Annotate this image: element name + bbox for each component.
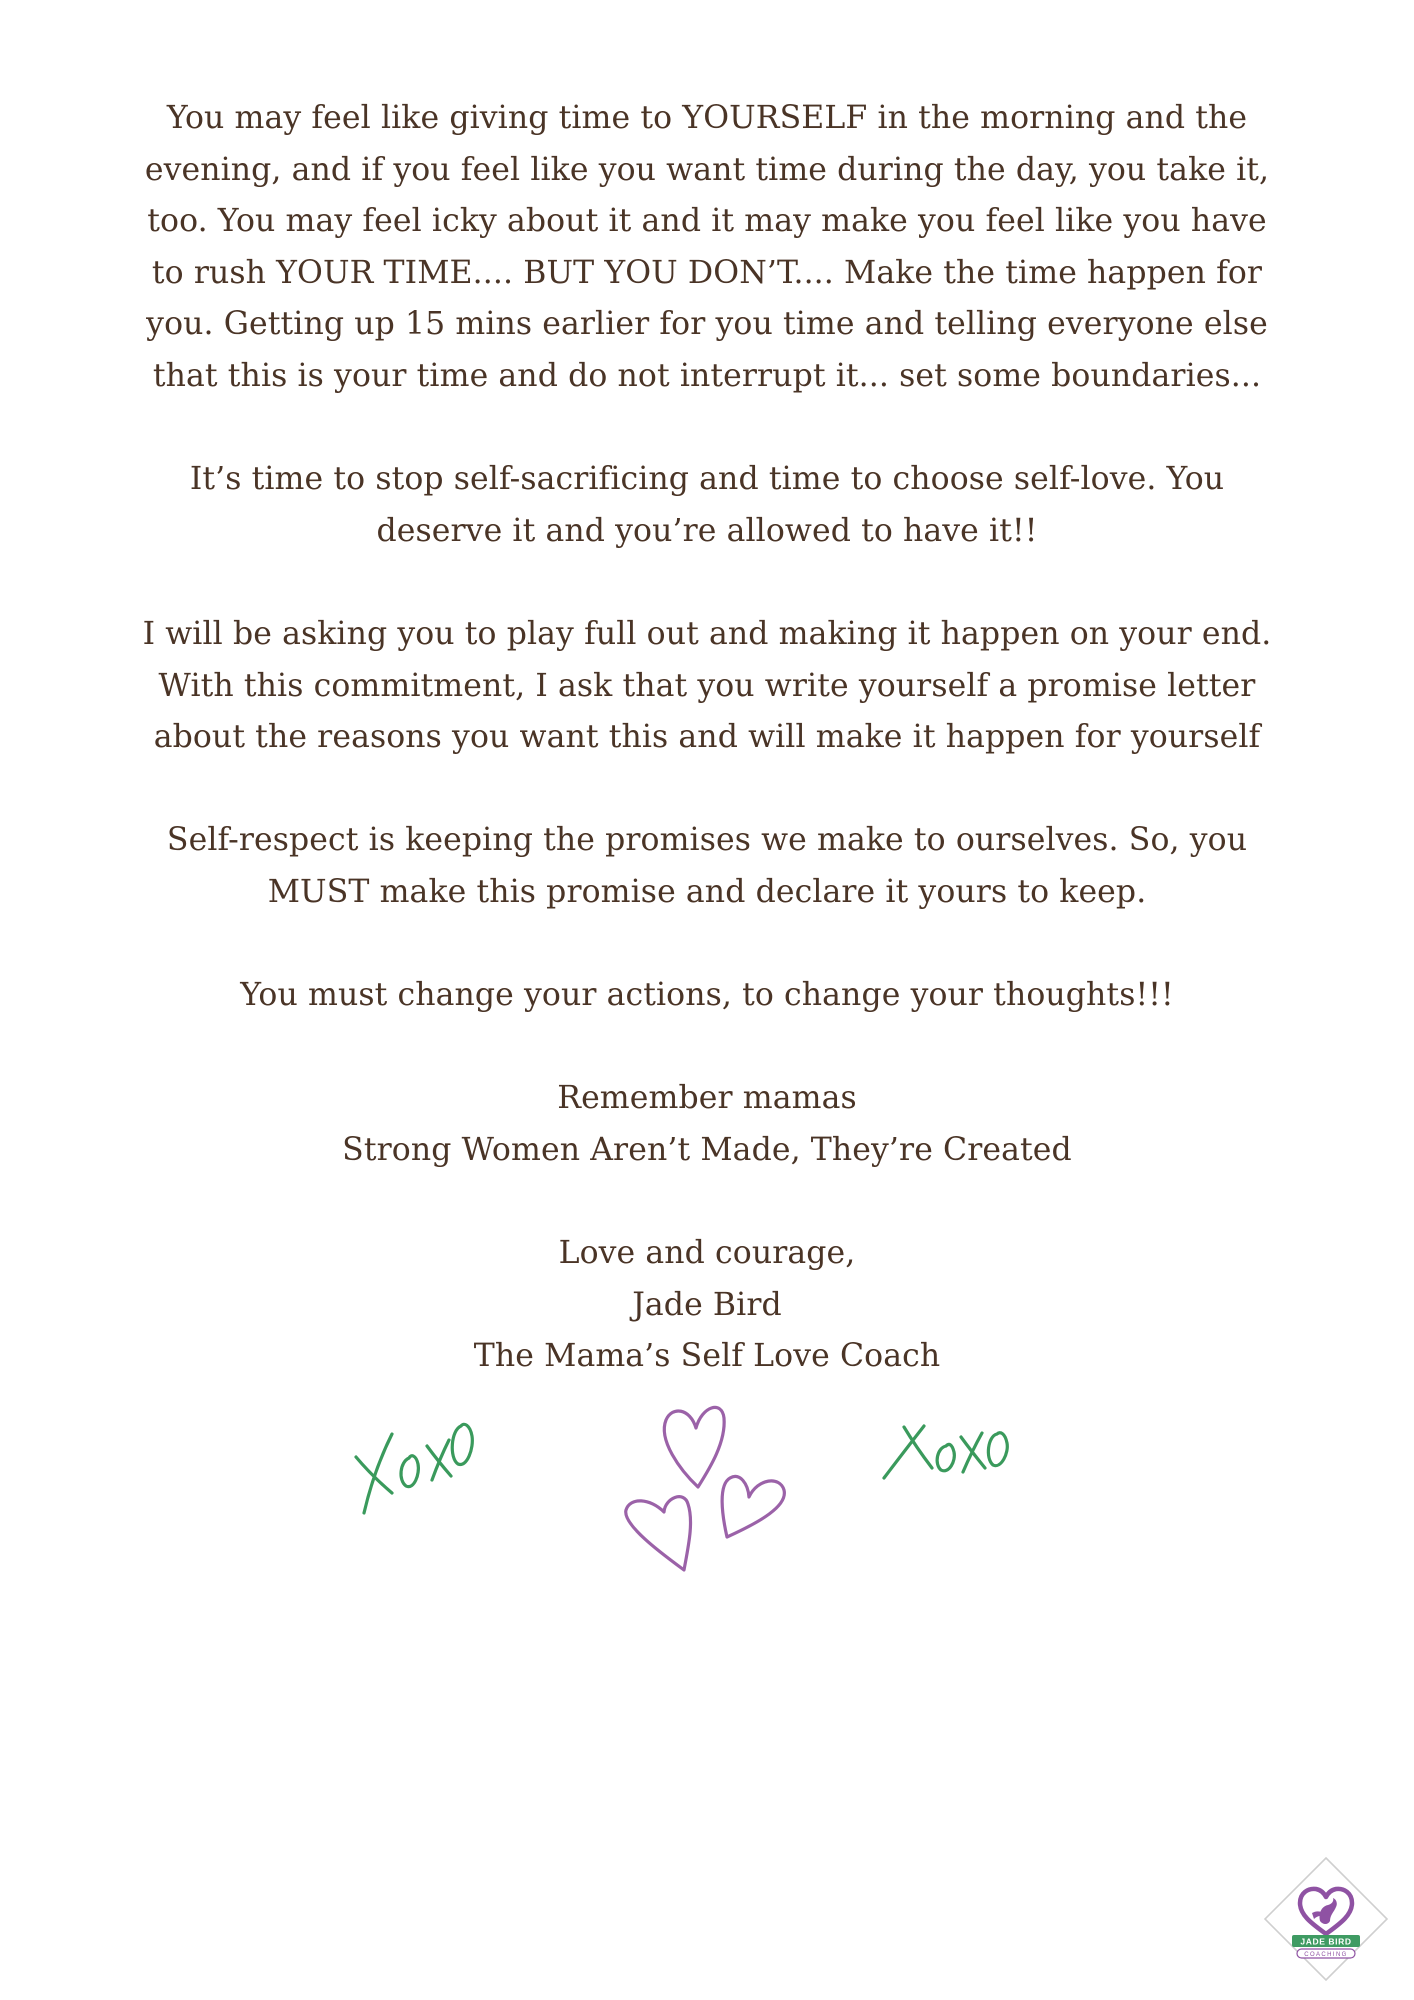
text-line: You must change your actions, to change your thoughts!!! — [240, 977, 1174, 1014]
text-line: Strong Women Aren’t Made, They’re Created — [342, 1131, 1072, 1168]
text-line: that this is your time and do not interrupt it... set some boundaries... — [152, 357, 1262, 394]
text-line: With this commitment, I ask that you write yourself a promise letter — [158, 667, 1256, 704]
xoxo-left-doodle — [356, 1424, 472, 1513]
jade-bird-coaching-logo — [1262, 1855, 1390, 1983]
text-line: Self-respect is keeping the promises we make to ourselves. So, you — [166, 822, 1248, 859]
logo-subtitle-text: COACHING — [1304, 1952, 1348, 1958]
heart-icon — [722, 1476, 784, 1537]
text-line: too. You may feel icky about it and it may make you feel like you have — [147, 203, 1267, 240]
text-line: to rush YOUR TIME.... BUT YOU DON’T.... Make the time happen for — [151, 254, 1263, 291]
text-line: MUST make this promise and declare it yours to keep. — [267, 873, 1147, 910]
text-line: Remember mamas — [557, 1080, 857, 1117]
text-line: you. Getting up 15 mins earlier for you time and telling everyone else — [146, 306, 1268, 343]
xoxo-right-doodle — [884, 1426, 1007, 1478]
hearts-doodle — [626, 1407, 785, 1570]
signoff-title: The Mama’s Self Love Coach — [473, 1338, 941, 1375]
text-line: about the reasons you want this and will make it happen for yourself — [153, 719, 1261, 756]
heart-bird-logo-icon — [1262, 1855, 1390, 1983]
heart-icon — [664, 1407, 724, 1487]
signoff-closing: Love and courage, — [558, 1235, 856, 1272]
text-line: deserve it and you’re allowed to have it!! — [376, 512, 1038, 549]
text-line: It’s time to stop self-sacrificing and time to choose self-love. You — [189, 461, 1225, 498]
text-line: evening, and if you feel like you want time during the day, you take it, — [144, 151, 1270, 188]
heart-icon — [626, 1497, 691, 1570]
text-line: I will be asking you to play full out and making it happen on your end. — [142, 615, 1272, 652]
text-line: You may feel like giving time to YOURSELF in the morning and the — [166, 100, 1248, 136]
logo-name-text: JADE BIRD — [1300, 1936, 1352, 1947]
signoff-name: Jade Bird — [632, 1286, 782, 1323]
